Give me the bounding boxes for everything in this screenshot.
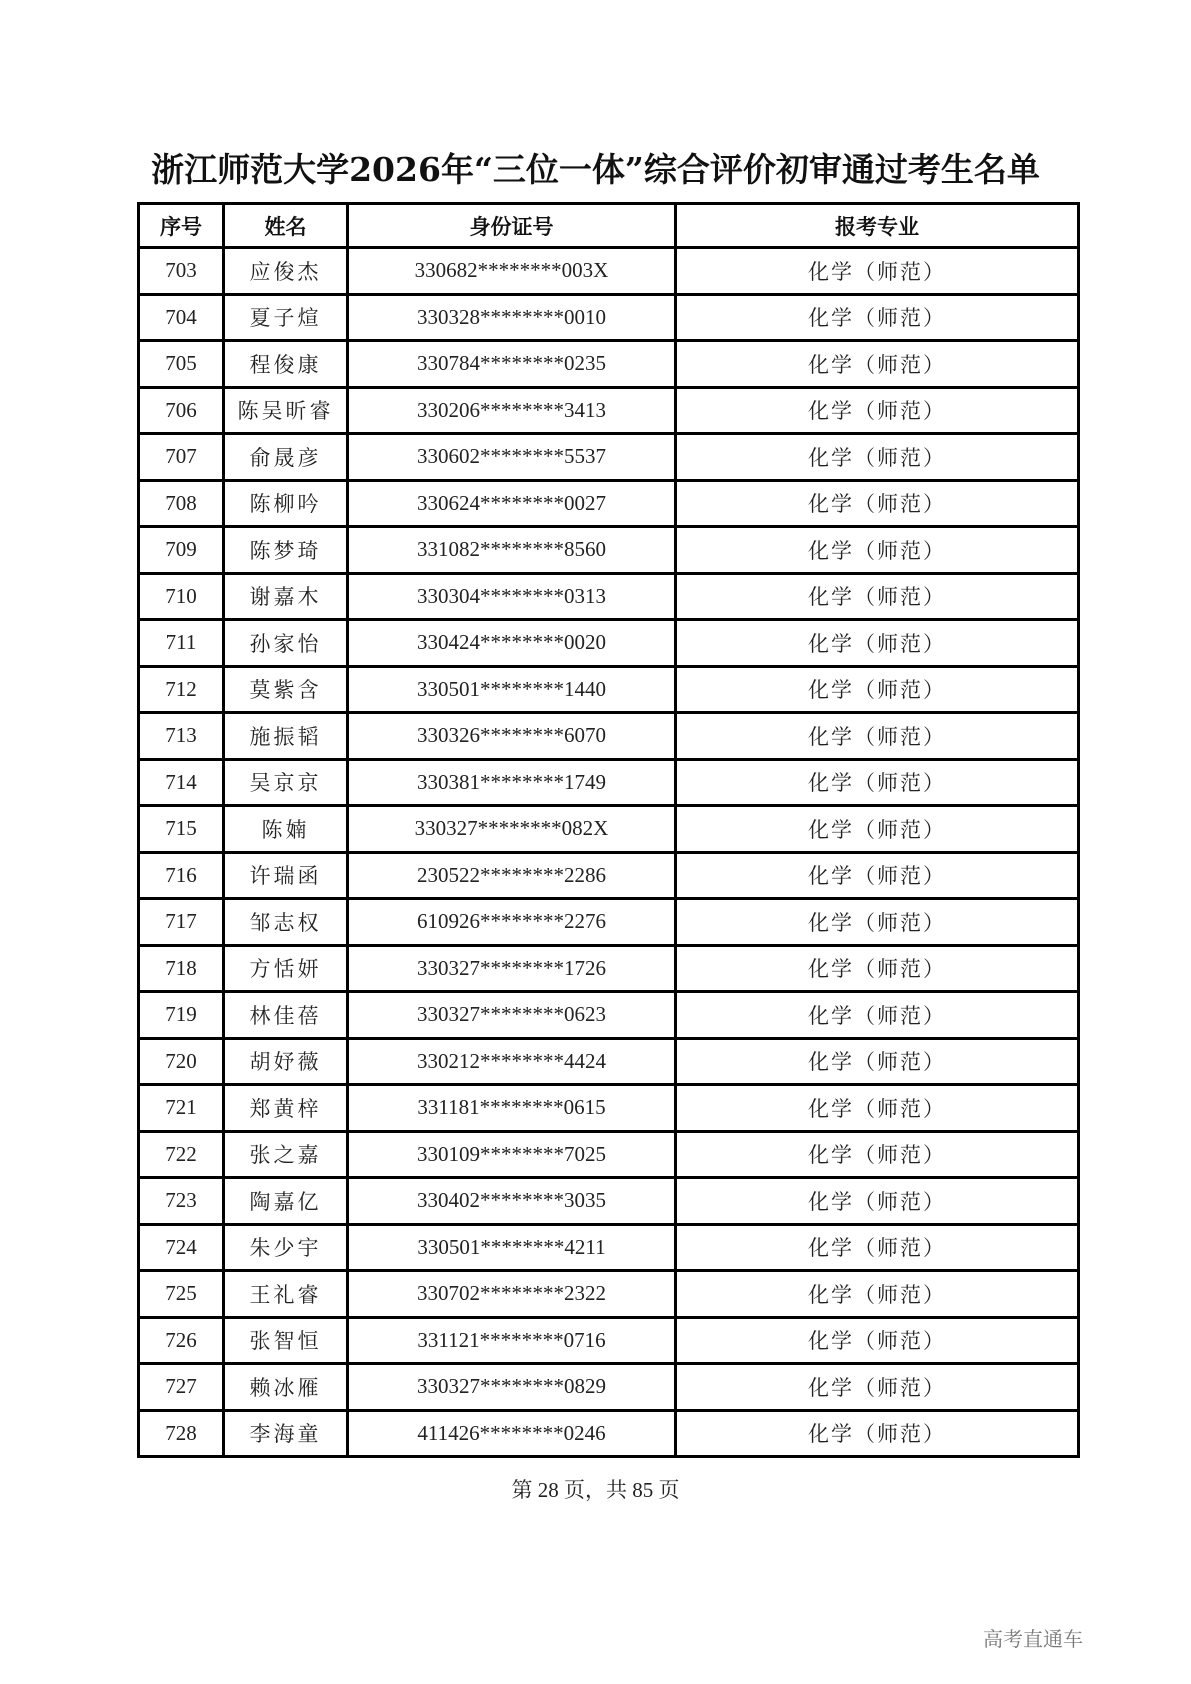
cell-name: 郑黄梓	[224, 1085, 348, 1132]
cell-id-number: 330501********1440	[348, 666, 676, 713]
cell-major: 化学（师范）	[676, 620, 1079, 667]
cell-major: 化学（师范）	[676, 759, 1079, 806]
cell-seq: 723	[139, 1178, 224, 1225]
table-header-row	[139, 204, 1079, 248]
cell-name: 张智恒	[224, 1317, 348, 1364]
cell-seq: 705	[139, 341, 224, 388]
cell-major: 化学（师范）	[676, 1178, 1079, 1225]
cell-major: 化学（师范）	[676, 945, 1079, 992]
cell-id-number: 330327********0623	[348, 992, 676, 1039]
cell-major: 化学（师范）	[676, 480, 1079, 527]
cell-name: 程俊康	[224, 341, 348, 388]
table-row	[139, 1410, 1079, 1457]
cell-major: 化学（师范）	[676, 434, 1079, 481]
cell-name: 李海童	[224, 1410, 348, 1457]
cell-seq: 710	[139, 573, 224, 620]
cell-seq: 719	[139, 992, 224, 1039]
cell-id-number: 610926********2276	[348, 899, 676, 946]
cell-name: 朱少宇	[224, 1224, 348, 1271]
cell-id-number: 330501********4211	[348, 1224, 676, 1271]
cell-seq: 720	[139, 1038, 224, 1085]
cell-seq: 725	[139, 1271, 224, 1318]
cell-id-number: 330327********082X	[348, 806, 676, 853]
cell-major: 化学（师范）	[676, 1085, 1079, 1132]
cell-id-number: 331121********0716	[348, 1317, 676, 1364]
header-id: 身份证号	[348, 204, 676, 248]
table-row	[139, 806, 1079, 853]
cell-name: 王礼睿	[224, 1271, 348, 1318]
cell-seq: 722	[139, 1131, 224, 1178]
table-row	[139, 527, 1079, 574]
cell-id-number: 330702********2322	[348, 1271, 676, 1318]
cell-name: 张之嘉	[224, 1131, 348, 1178]
cell-seq: 711	[139, 620, 224, 667]
table-row	[139, 1271, 1079, 1318]
cell-name: 夏子煊	[224, 294, 348, 341]
cell-seq: 726	[139, 1317, 224, 1364]
cell-name: 俞晟彦	[224, 434, 348, 481]
table-row	[139, 434, 1079, 481]
table-row	[139, 852, 1079, 899]
cell-seq: 713	[139, 713, 224, 760]
cell-seq: 712	[139, 666, 224, 713]
header-major: 报考专业	[676, 204, 1079, 248]
table-body	[139, 248, 1079, 1457]
table-row	[139, 1085, 1079, 1132]
table-row	[139, 573, 1079, 620]
table-row	[139, 1038, 1079, 1085]
table-row	[139, 713, 1079, 760]
cell-id-number: 330304********0313	[348, 573, 676, 620]
table-row	[139, 480, 1079, 527]
cell-seq: 727	[139, 1364, 224, 1411]
cell-seq: 707	[139, 434, 224, 481]
cell-major: 化学（师范）	[676, 806, 1079, 853]
cell-id-number: 330424********0020	[348, 620, 676, 667]
cell-id-number: 330402********3035	[348, 1178, 676, 1225]
cell-name: 方恬妍	[224, 945, 348, 992]
cell-major: 化学（师范）	[676, 1410, 1079, 1457]
cell-id-number: 330327********0829	[348, 1364, 676, 1411]
cell-name: 谢嘉木	[224, 573, 348, 620]
cell-major: 化学（师范）	[676, 1038, 1079, 1085]
cell-id-number: 330682********003X	[348, 248, 676, 295]
cell-major: 化学（师范）	[676, 387, 1079, 434]
table-row	[139, 1317, 1079, 1364]
cell-id-number: 411426********0246	[348, 1410, 676, 1457]
cell-major: 化学（师范）	[676, 1317, 1079, 1364]
cell-name: 林佳蓓	[224, 992, 348, 1039]
cell-id-number: 330784********0235	[348, 341, 676, 388]
table-row	[139, 1131, 1079, 1178]
cell-seq: 718	[139, 945, 224, 992]
cell-major: 化学（师范）	[676, 666, 1079, 713]
table-row	[139, 248, 1079, 295]
cell-major: 化学（师范）	[676, 294, 1079, 341]
cell-name: 邹志权	[224, 899, 348, 946]
cell-id-number: 230522********2286	[348, 852, 676, 899]
table-row	[139, 759, 1079, 806]
cell-major: 化学（师范）	[676, 713, 1079, 760]
table-row	[139, 899, 1079, 946]
table-row	[139, 992, 1079, 1039]
table-row	[139, 1178, 1079, 1225]
cell-major: 化学（师范）	[676, 899, 1079, 946]
cell-seq: 721	[139, 1085, 224, 1132]
cell-seq: 728	[139, 1410, 224, 1457]
cell-major: 化学（师范）	[676, 248, 1079, 295]
header-name: 姓名	[224, 204, 348, 248]
cell-name: 莫紫含	[224, 666, 348, 713]
table-row	[139, 387, 1079, 434]
cell-seq: 715	[139, 806, 224, 853]
cell-seq: 714	[139, 759, 224, 806]
cell-major: 化学（师范）	[676, 992, 1079, 1039]
cell-major: 化学（师范）	[676, 1271, 1079, 1318]
table-row	[139, 341, 1079, 388]
cell-id-number: 331082********8560	[348, 527, 676, 574]
table-row	[139, 666, 1079, 713]
cell-seq: 703	[139, 248, 224, 295]
cell-id-number: 330624********0027	[348, 480, 676, 527]
cell-major: 化学（师范）	[676, 573, 1079, 620]
cell-name: 吴京京	[224, 759, 348, 806]
cell-id-number: 330326********6070	[348, 713, 676, 760]
cell-seq: 717	[139, 899, 224, 946]
cell-id-number: 330381********1749	[348, 759, 676, 806]
table-row	[139, 1224, 1079, 1271]
cell-id-number: 330602********5537	[348, 434, 676, 481]
cell-major: 化学（师范）	[676, 1131, 1079, 1178]
table-row	[139, 620, 1079, 667]
cell-id-number: 330328********0010	[348, 294, 676, 341]
cell-id-number: 330109********7025	[348, 1131, 676, 1178]
cell-name: 孙家怡	[224, 620, 348, 667]
cell-seq: 706	[139, 387, 224, 434]
cell-seq: 724	[139, 1224, 224, 1271]
cell-name: 陈柳吟	[224, 480, 348, 527]
candidate-table	[137, 202, 1080, 1458]
cell-seq: 708	[139, 480, 224, 527]
header-seq: 序号	[139, 204, 224, 248]
cell-name: 应俊杰	[224, 248, 348, 295]
cell-name: 赖冰雁	[224, 1364, 348, 1411]
cell-name: 陈吴昕睿	[224, 387, 348, 434]
document-title: 浙江师范大学2026年“三位一体”综合评价初审通过考生名单	[151, 150, 1040, 189]
cell-major: 化学（师范）	[676, 1364, 1079, 1411]
cell-name: 陈婻	[224, 806, 348, 853]
cell-major: 化学（师范）	[676, 1224, 1079, 1271]
cell-id-number: 330212********4424	[348, 1038, 676, 1085]
cell-name: 胡妤薇	[224, 1038, 348, 1085]
cell-id-number: 330327********1726	[348, 945, 676, 992]
table-row	[139, 1364, 1079, 1411]
cell-name: 施振韬	[224, 713, 348, 760]
cell-major: 化学（师范）	[676, 527, 1079, 574]
cell-id-number: 330206********3413	[348, 387, 676, 434]
cell-name: 许瑞函	[224, 852, 348, 899]
cell-seq: 709	[139, 527, 224, 574]
table-row	[139, 945, 1079, 992]
cell-seq: 716	[139, 852, 224, 899]
cell-major: 化学（师范）	[676, 341, 1079, 388]
cell-major: 化学（师范）	[676, 852, 1079, 899]
watermark: 高考直通车	[983, 1627, 1083, 1651]
cell-seq: 704	[139, 294, 224, 341]
cell-name: 陈梦琦	[224, 527, 348, 574]
cell-id-number: 331181********0615	[348, 1085, 676, 1132]
cell-name: 陶嘉亿	[224, 1178, 348, 1225]
page-indicator: 第 28 页，共 85 页	[511, 1478, 680, 1502]
table-row	[139, 294, 1079, 341]
